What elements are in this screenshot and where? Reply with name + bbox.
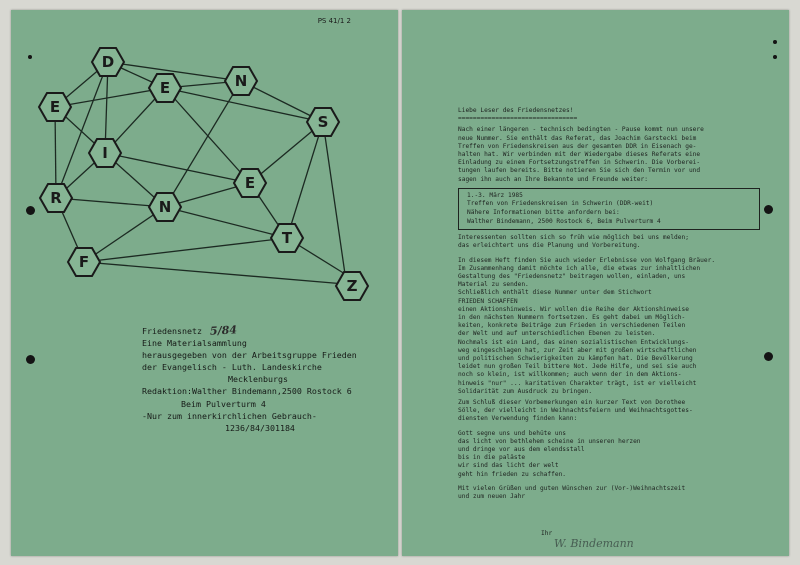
closing-ihr: Ihr <box>541 530 553 537</box>
letter-p1-line: Einladung zu einem Fortsetzungstreffen in Schwerin. Die Vorberei- <box>458 159 701 167</box>
letter-p2-line: Interessenten sollten sich so früh wie möglich bei uns melden; <box>458 234 689 242</box>
letter-p1-line: Nach einer längeren - technisch bedingten - Pause kommt nun unsere <box>458 126 704 134</box>
node-letter-e1: E <box>49 98 61 116</box>
letter-p1-line: Treffen von Friedenskreisen aus der gesamten DDR in Eisenach ge- <box>458 142 697 150</box>
letter-p1-line: halten hat. Wir verbinden mit der Wiedergabe dieses Referats eine <box>458 151 701 159</box>
network-node-s <box>307 108 339 136</box>
letter-p1-line: neue Nummer. Sie enthält das Referat, das Joachim Garstecki beim <box>458 134 697 142</box>
letter-p3-line: einen Aktionshinweis. Wir wollen die Reihe der Aktionshinweise <box>458 305 689 313</box>
network-node-t <box>271 224 303 252</box>
node-letter-s: S <box>317 113 329 131</box>
colophon <box>142 325 357 434</box>
left-page <box>11 10 398 556</box>
network-node-e1 <box>39 93 71 121</box>
handwritten-signature: W. Bindemann <box>554 537 634 550</box>
letter-p3-line: Solidarität zum Ausdruck zu bringen. <box>458 387 593 395</box>
node-letter-d: D <box>101 53 115 71</box>
letter-p1-line: tungen laufen bereits. Bitte notieren Sie sich den Termin vor und <box>458 167 701 175</box>
network-node-e3 <box>234 169 266 197</box>
event-box <box>458 188 760 230</box>
node-letter-e3: E <box>244 174 256 192</box>
network-node-f <box>68 248 100 276</box>
letter-p4-line: Sölle, der vielleicht in Weihnachtsfeiern und Weihnachtsgottes- <box>458 407 693 415</box>
colophon-address: Beim Pulverturm 4 <box>181 398 266 409</box>
event-info: Nähere Informationen bitte anfordern bei: <box>467 209 620 217</box>
poem-line: und dringe vor aus dem elendsstall <box>458 446 585 454</box>
letter-p3-line: Material zu senden. <box>458 281 529 289</box>
punch-hole-lower <box>26 355 35 364</box>
salutation-underline: ================================ <box>458 115 578 123</box>
letter-salutation: Liebe Leser des Friedensnetzes! <box>458 107 574 114</box>
colophon-line-2: Eine Materialsammlung <box>142 338 247 349</box>
letter-p4-line: diensten Verwendung finden kann: <box>458 415 578 423</box>
issue-number-handwritten: 5/84 <box>209 323 238 338</box>
colophon-editor: Redaktion:Walther Bindemann,2500 Rostock 6 <box>142 386 352 397</box>
letter-p3-line: Schließlich enthält diese Nummer unter dem Stichwort <box>458 289 652 297</box>
colophon-line-5: Mecklenburgs <box>228 374 288 385</box>
node-letter-t: T <box>281 229 293 247</box>
letter-p3-line: Gestaltung des "Friedensnetz" beitragen wollen, einladen, uns <box>458 273 686 281</box>
node-letter-e2: E <box>159 79 171 97</box>
letter-p3-keyword: FRIEDEN SCHAFFEN <box>458 297 518 305</box>
letter-p3-line: und politischen Schwierigkeiten zu kämpfen hat. Die Bevölkerung <box>458 355 693 363</box>
network-node-n2 <box>149 193 181 221</box>
colophon-line-3: herausgegeben von der Arbeitsgruppe Frieden <box>142 350 357 361</box>
letter-p3-line: Nochmals ist ein Land, das einen sozialistischen Entwicklungs- <box>458 338 689 346</box>
letter-p3-line: weg eingeschlagen hat, zur Zeit aber mit großen wirtschaftlichen <box>458 346 697 354</box>
poem-line: Gott segne uns und behüte uns <box>458 429 567 437</box>
network-node-d <box>92 48 124 76</box>
publication-title: Friedensnetz <box>142 326 202 336</box>
closing-line: Mit vielen Grüßen und guten Wünschen zur (Vor-)Weihnachtszeit <box>458 484 686 492</box>
letter-p3-line: der Welt und auf unterschiedlichen Ebenen zu leisten. <box>458 330 656 338</box>
network-node-i <box>89 139 121 167</box>
network-node-e2 <box>149 74 181 102</box>
letter-p3-line: noch so klein, ist willkommen; auch wenn der in dem Aktions- <box>458 371 682 379</box>
network-node-r <box>40 184 72 212</box>
node-letter-i: I <box>102 144 108 162</box>
letter-p3-line: keiten, konkrete Beiträge zum Frieden in verschiedenen Teilen <box>458 322 686 330</box>
letter-p3-line: In diesem Heft finden Sie auch wieder Erlebnisse von Wolfgang Bräuer. <box>458 256 716 264</box>
event-date: 1.-3. März 1985 <box>467 191 523 199</box>
node-letter-z: Z <box>346 277 358 295</box>
editorial-letter <box>458 107 778 501</box>
letter-p3-line: Im Zusammenhang damit möchte ich alle, die etwas zur inhaltlichen <box>458 264 701 272</box>
poem-line: bis in die paläste <box>458 454 526 462</box>
closing-line: und zum neuen Jahr <box>458 493 526 501</box>
poem-line: das licht von bethlehem scheine in unseren herzen <box>458 437 641 445</box>
letter-p3-line: in den nächsten Nummern fortsetzen. Es geht dabei um Möglich- <box>458 314 686 322</box>
friedensnetz-network-diagram <box>11 10 398 310</box>
poem-line: wir sind das licht der welt <box>458 462 559 470</box>
page-number: PS 41/1 2 <box>317 17 351 25</box>
network-node-n1 <box>225 67 257 95</box>
colophon-line-4: der Evangelisch - Luth. Landeskirche <box>142 362 322 373</box>
letter-p3-line: hinweis "nur" ... karitativen Charakter trägt, ist er vielleicht <box>458 379 697 387</box>
network-links <box>55 62 345 284</box>
punch-mark-top-right-2 <box>773 55 777 59</box>
network-node-z <box>336 272 368 300</box>
letter-p3-line: leidet nun großen Teil bittere Not. Jede Hilfe, und sei sie auch <box>458 363 697 371</box>
punch-mark-top-right <box>773 40 777 44</box>
right-page <box>402 10 789 556</box>
event-contact: Walther Bindemann, 2500 Rostock 6, Beim Pulverturm 4 <box>467 217 661 225</box>
poem-line: geht hin frieden zu schaffen. <box>458 470 567 478</box>
node-letter-r: R <box>50 189 62 207</box>
node-letter-f: F <box>78 253 90 271</box>
colophon-internal-use: -Nur zum innerkirchlichen Gebrauch- <box>142 410 317 421</box>
letter-p2-line: das erleichtert uns die Planung und Vorbereitung. <box>458 242 641 250</box>
letter-p1-line: sagen ihn auch an Ihre Bekannte und Freunde weiter: <box>458 175 648 183</box>
event-title: Treffen von Friedenskreisen in Schwerin (DDR-weit) <box>467 200 654 208</box>
colophon-reference: 1236/84/301184 <box>225 422 295 433</box>
node-letter-n2: N <box>158 198 172 216</box>
node-letter-n1: N <box>234 72 248 90</box>
letter-p4-line: Zum Schluß dieser Vorbemerkungen ein kurzer Text von Dorothee <box>458 399 686 407</box>
